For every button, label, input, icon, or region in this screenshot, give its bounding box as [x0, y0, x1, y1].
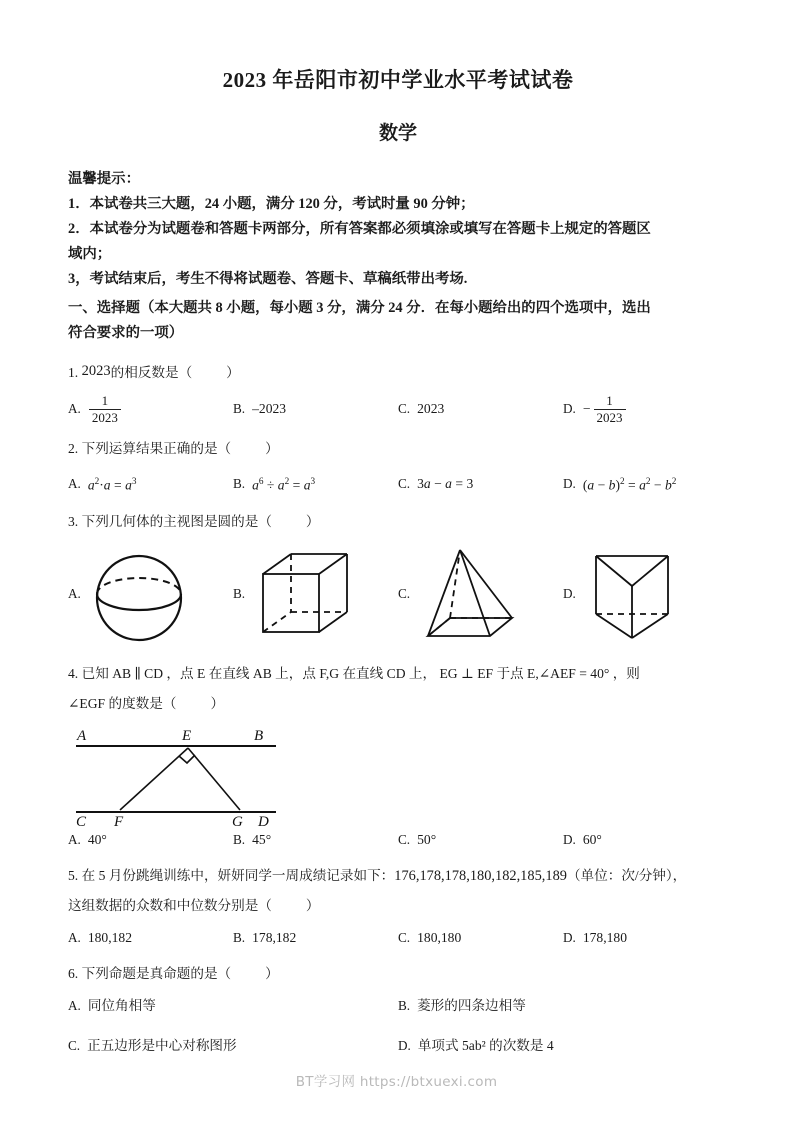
option-3-d-label: D.	[563, 585, 576, 601]
question-4-text-2: ∠EGF 的度数是（	[68, 695, 177, 711]
question-5-data: 176,178,178,180,182,185,189	[394, 867, 567, 884]
question-4-options	[68, 829, 728, 851]
notice-line-4: 3，考试结束后，考生不得将试题卷、答题卡、草稿纸带出考场.	[68, 271, 468, 287]
notice-heading: 温馨提示：	[68, 171, 140, 187]
question-4	[68, 663, 728, 851]
right-angle-mark	[179, 755, 195, 763]
option-4-a[interactable]	[68, 829, 233, 851]
option-5-c-label: C.	[398, 929, 411, 945]
pyramid-icon	[414, 542, 522, 646]
option-1-c[interactable]	[398, 394, 563, 424]
section-one-heading	[68, 296, 728, 346]
option-2-a-expression: $a^2\cdot a = a^3$	[87, 476, 137, 493]
option-6-b-label: B.	[398, 997, 411, 1013]
question-1-stem	[68, 360, 728, 384]
parallel-lines-diagram	[68, 723, 318, 827]
option-2-c-label: C.	[398, 475, 411, 491]
option-5-a[interactable]	[68, 927, 233, 949]
option-3-d[interactable]	[563, 539, 728, 649]
section-one-line-2: 符合要求的一项）	[68, 325, 184, 341]
option-6-b-value: 菱形的四条边相等	[417, 997, 526, 1013]
question-2-text: 下列运算结果正确的是（	[81, 441, 232, 457]
option-4-d-value: 60°	[582, 831, 602, 847]
notice-line-2: 2．本试卷分为试题卷和答题卡两部分，所有答案都必须填涂或填写在答题卡上规定的答题区	[68, 221, 651, 237]
option-1-a-numerator: 1	[101, 393, 109, 408]
question-1-number: 1.	[68, 365, 79, 380]
option-5-b-label: B.	[233, 929, 246, 945]
question-4-paren-close: ）	[210, 695, 225, 711]
question-5-text-2: 这组数据的众数和中位数分别是（	[68, 897, 272, 913]
option-6-a-label: A.	[68, 997, 81, 1013]
option-1-c-label: C.	[398, 401, 411, 417]
question-6-options-row-1	[68, 995, 728, 1017]
page-content	[68, 0, 728, 1057]
option-4-d[interactable]	[563, 829, 728, 851]
question-2	[68, 438, 728, 497]
question-6-text: 下列命题是真命题的是（	[81, 965, 232, 981]
option-1-b[interactable]	[233, 394, 398, 424]
segment-eg	[188, 748, 240, 810]
question-4-stem-line-2	[68, 693, 728, 715]
question-5-unit: （单位：次/分钟），	[566, 867, 687, 883]
option-1-d-label: D.	[563, 401, 576, 417]
option-4-a-value: 40°	[87, 831, 107, 847]
option-1-b-label: B.	[233, 401, 246, 417]
option-3-c-label: C.	[398, 585, 411, 601]
question-6-stem	[68, 963, 728, 985]
question-5-options	[68, 927, 728, 949]
option-2-a[interactable]	[68, 470, 233, 497]
option-4-d-label: D.	[563, 831, 576, 847]
cube-icon	[249, 542, 357, 646]
sphere-icon	[85, 542, 193, 646]
watermark: BT学习网 https://btxuexi.com	[295, 1074, 498, 1090]
notice-line-1: 1．本试卷共三大题，24 小题，满分 120 分，考试时量 90 分钟；	[68, 196, 475, 212]
option-2-c[interactable]	[398, 470, 563, 497]
option-1-d-sign: −	[582, 401, 591, 417]
question-5-number: 5.	[68, 867, 79, 883]
option-2-d-expression: $(a - b)^2 = a^2 - b^2$	[582, 476, 677, 493]
question-5-stem-line-1	[68, 865, 728, 887]
option-4-c[interactable]	[398, 829, 563, 851]
option-5-a-value: 180,182	[87, 929, 133, 945]
option-1-a-denominator: 2023	[89, 409, 121, 425]
question-1-options	[68, 394, 728, 424]
option-3-a[interactable]	[68, 539, 233, 649]
option-4-b-value: 45°	[252, 831, 272, 847]
question-1-value: 2023	[81, 363, 111, 379]
option-2-b-label: B.	[233, 475, 246, 491]
option-5-c-value: 180,180	[417, 929, 462, 945]
option-6-c[interactable]	[68, 1035, 398, 1057]
option-3-c[interactable]	[398, 539, 563, 649]
option-1-d-numerator: 1	[606, 393, 613, 408]
option-5-d[interactable]	[563, 927, 728, 949]
label-c: C	[76, 813, 87, 827]
label-b: B	[254, 727, 264, 744]
option-3-b[interactable]	[233, 539, 398, 649]
option-6-c-value: 正五边形是中心对称图形	[87, 1037, 237, 1053]
option-4-c-value: 50°	[417, 831, 437, 847]
option-6-d[interactable]	[398, 1035, 728, 1057]
question-4-figure	[68, 723, 728, 827]
option-6-c-label: C.	[68, 1037, 81, 1053]
option-1-a-label: A.	[68, 401, 81, 417]
option-1-c-value: 2023	[417, 401, 445, 417]
option-6-a[interactable]	[68, 995, 398, 1017]
option-4-a-label: A.	[68, 831, 81, 847]
question-2-paren-close: ）	[265, 441, 279, 457]
label-e: E	[182, 727, 192, 744]
question-3-number: 3.	[68, 513, 79, 529]
label-a: A	[77, 727, 87, 744]
question-6	[68, 963, 728, 1057]
question-5-stem-line-2	[68, 895, 728, 917]
option-3-a-label: A.	[68, 585, 81, 601]
section-one-line-1: 一、选择题（本大题共 8 小题，每小题 3 分，满分 24 分．在每小题给出的四个选项中，选出	[68, 300, 651, 316]
option-2-a-label: A.	[68, 475, 81, 491]
option-2-d[interactable]	[563, 470, 728, 497]
question-3-paren-close: ）	[305, 513, 320, 529]
question-5-paren-close: ）	[305, 897, 320, 913]
option-1-d-fraction	[594, 394, 626, 424]
notice-line-3: 域内；	[68, 246, 112, 262]
question-2-options	[68, 470, 728, 497]
question-4-stem-line-1	[68, 663, 728, 685]
option-5-b[interactable]	[233, 927, 398, 949]
option-6-b[interactable]	[398, 995, 728, 1017]
option-3-b-label: B.	[233, 585, 246, 601]
option-5-a-label: A.	[68, 929, 81, 945]
question-1-paren-close: ）	[226, 365, 240, 380]
question-6-number: 6.	[68, 965, 79, 981]
question-5	[68, 865, 728, 949]
question-5-text-1: 在 5 月份跳绳训练中，妍妍同学一周成绩记录如下：	[81, 867, 395, 883]
option-4-c-label: C.	[398, 831, 411, 847]
option-2-b-expression: $a^6 \div a^2 = a^3$	[252, 476, 316, 493]
option-6-d-label: D.	[398, 1037, 411, 1053]
option-4-b[interactable]	[233, 829, 398, 851]
option-1-d[interactable]	[563, 394, 728, 424]
triangular-prism-icon	[580, 542, 688, 646]
question-2-number: 2.	[68, 441, 79, 457]
question-2-stem	[68, 438, 728, 460]
option-2-d-label: D.	[563, 475, 576, 491]
option-2-b[interactable]	[233, 470, 398, 497]
label-g: G	[232, 813, 243, 827]
question-3-stem	[68, 511, 728, 533]
question-3-options	[68, 539, 728, 649]
question-3-text: 下列几何体的主视图是圆的是（	[81, 513, 272, 529]
option-1-a[interactable]	[68, 394, 233, 424]
option-1-b-value: –2023	[252, 401, 287, 417]
option-2-c-expression: 3a − a = 3	[417, 475, 474, 491]
option-1-d-denominator: 2023	[594, 409, 626, 425]
option-4-b-label: B.	[233, 831, 246, 847]
option-6-a-value: 同位角相等	[87, 997, 156, 1013]
label-d: D	[258, 813, 269, 827]
segment-ef	[120, 748, 188, 810]
option-1-a-fraction	[89, 394, 121, 424]
option-5-c[interactable]	[398, 927, 563, 949]
subject-title: 数学	[378, 123, 417, 144]
question-3	[68, 511, 728, 649]
option-5-b-value: 178,182	[252, 929, 297, 945]
question-1-text: 的相反数是（	[110, 365, 193, 380]
option-6-d-value: 单项式 5ab² 的次数是 4	[417, 1037, 554, 1053]
option-5-d-label: D.	[563, 929, 576, 945]
question-4-number: 4.	[68, 665, 79, 681]
question-4-text-1: 已知 AB ∥ CD ，点 E 在直线 AB 上，点 F,G 在直线 CD 上， EG ⊥ EF 于点 E,∠AEF = 40° ，则	[81, 665, 640, 681]
option-5-d-value: 178,180	[582, 929, 628, 945]
page-title: 2023 年岳阳市初中学业水平考试试卷	[222, 68, 574, 92]
question-1	[68, 360, 728, 424]
question-6-options-row-2	[68, 1035, 728, 1057]
question-6-paren-close: ）	[265, 965, 279, 981]
notice-block	[68, 167, 728, 292]
label-f: F	[114, 813, 124, 827]
